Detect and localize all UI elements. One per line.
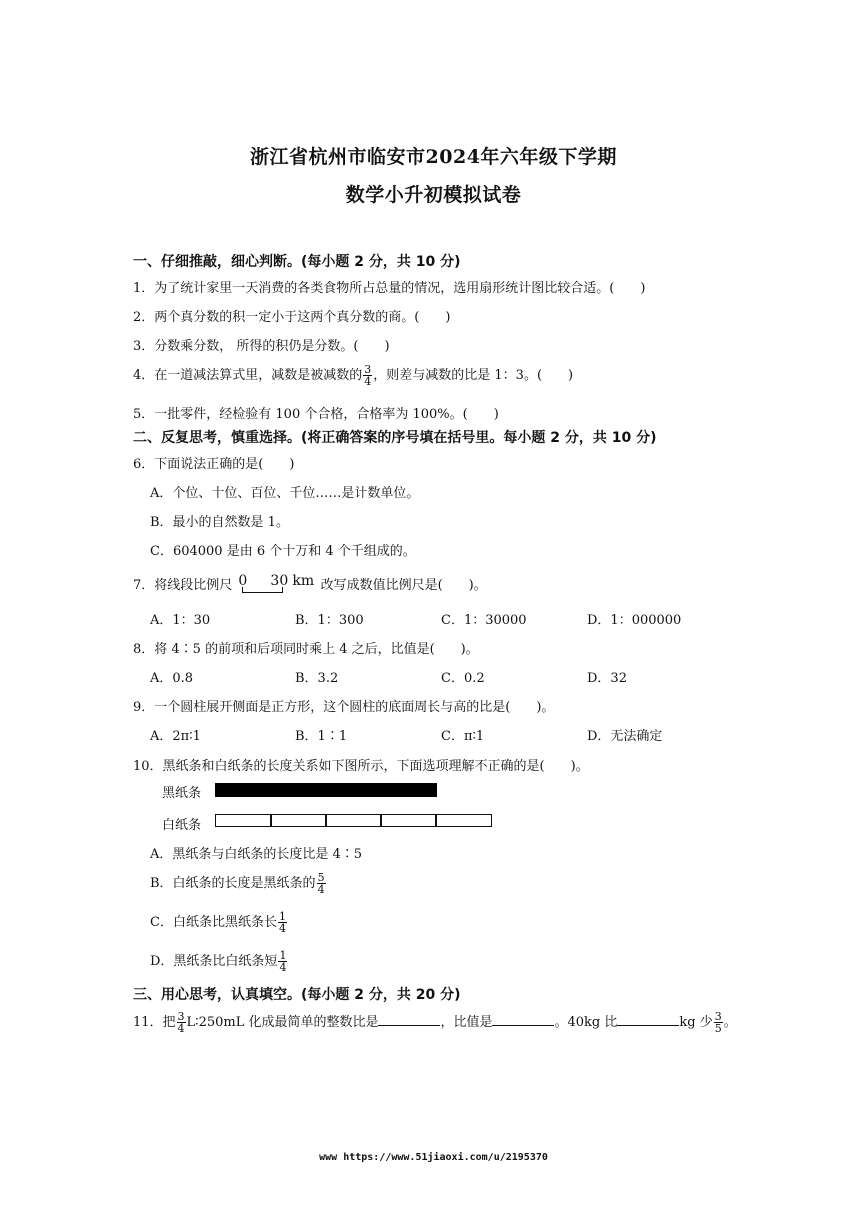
- scale-tick-right: [282, 587, 283, 593]
- white-strip-segment: [435, 814, 492, 827]
- fraction-denominator: 4: [279, 961, 287, 974]
- question-1: 1．为了统计家里一天消费的各类食物所占总量的情况，选用扇形统计图比较合适。( ): [133, 281, 646, 296]
- white-strip-label: 白纸条: [162, 818, 202, 833]
- fraction-numerator: 1: [278, 910, 286, 923]
- question-8-option-c: C．0.2: [441, 671, 485, 686]
- fraction-numerator: 3: [364, 363, 372, 376]
- question-6-option-b: B．最小的自然数是 1。: [150, 515, 289, 530]
- fraction-numerator: 3: [177, 1010, 185, 1023]
- white-strip-segment: [215, 814, 272, 827]
- question-11-text-end: 。: [723, 1015, 737, 1030]
- question-10-option-b: [150, 872, 327, 895]
- black-strip-label: 黑纸条: [162, 786, 202, 801]
- answer-blank: [617, 1013, 679, 1026]
- fraction-three-fifths: [714, 1011, 723, 1034]
- section-heading-1: 一、仔细推敲，细心判断。(每小题 2 分，共 10 分): [133, 254, 461, 270]
- question-7: [133, 574, 487, 595]
- question-6-option-c: C．604000 是由 6 个十万和 4 个千组成的。: [150, 544, 416, 559]
- black-strip: [215, 783, 437, 797]
- question-3: 3．分数乘分数， 所得的积仍是分数。( ): [133, 339, 390, 354]
- answer-blank: [492, 1013, 554, 1026]
- question-8-option-b: B．3.2: [295, 671, 339, 686]
- scale-line: [242, 592, 282, 593]
- question-7-text-post: 改写成数值比例尺是( )。: [320, 578, 487, 593]
- scale-unit-label: km: [292, 572, 315, 589]
- question-2: 2．两个真分数的积一定小于这两个真分数的商。( ): [133, 310, 451, 325]
- page-title-line1: 浙江省杭州市临安市2024年六年级下学期: [250, 146, 617, 168]
- question-4: [133, 364, 573, 387]
- scale-zero-label: 0: [238, 572, 248, 589]
- question-10-option-c-text: C．白纸条比黑纸条长: [150, 915, 277, 930]
- fraction-numerator: 1: [279, 949, 287, 962]
- fraction-one-quarter: [278, 950, 287, 973]
- question-7-option-c: C．1：30000: [441, 613, 527, 628]
- question-4-text-pre: 4．在一道减法算式里，减数是被减数的: [133, 368, 363, 383]
- fraction-denominator: 4: [317, 883, 325, 896]
- question-11: [133, 1011, 737, 1034]
- scale-thirty-label: 30: [270, 572, 289, 589]
- question-9: 9．一个圆柱展开侧面是正方形，这个圆柱的底面周长与高的比是( )。: [133, 700, 555, 715]
- question-7-option-b: B．1：300: [295, 613, 364, 628]
- question-6-option-a: A．个位、十位、百位、千位……是计数单位。: [150, 486, 420, 501]
- page-title-line2: 数学小升初模拟试卷: [345, 184, 522, 206]
- fraction-numerator: 5: [317, 871, 325, 884]
- question-9-option-d: D．无法确定: [587, 729, 663, 744]
- question-10-option-c: [150, 911, 288, 934]
- white-strip-segment: [325, 814, 382, 827]
- section-heading-3: 三、用心思考，认真填空。(每小题 2 分，共 20 分): [133, 987, 461, 1003]
- fraction-denominator: 4: [278, 922, 286, 935]
- question-11-text-mid3: 。40kg 比: [554, 1015, 618, 1030]
- fraction-three-quarters: [363, 364, 372, 387]
- question-10-option-a: A．黑纸条与白纸条的长度比是 4∶5: [150, 847, 363, 862]
- question-8-option-a: A．0.8: [150, 671, 194, 686]
- white-strip-segment: [270, 814, 327, 827]
- fraction-five-quarters: [317, 872, 326, 895]
- question-9-option-b: B．1∶1: [295, 729, 348, 744]
- question-7-text-pre: 7．将线段比例尺: [133, 578, 233, 593]
- question-6: 6．下面说法正确的是( ): [133, 457, 295, 472]
- question-10-option-d-text: D．黑纸条比白纸条短: [150, 954, 278, 969]
- question-8-option-d: D．32: [587, 671, 627, 686]
- fraction-numerator: 3: [714, 1010, 722, 1023]
- fraction-one-quarter: [278, 911, 287, 934]
- question-8: 8．将 4∶5 的前项和后项同时乘上 4 之后，比值是( )。: [133, 642, 479, 657]
- fraction-denominator: 4: [177, 1022, 185, 1035]
- question-4-text-post: ，则差与减数的比是 1：3。( ): [373, 368, 574, 383]
- question-11-text-mid2: ，比值是: [440, 1015, 493, 1030]
- white-strip-segment: [380, 814, 437, 827]
- question-11-text-mid4: kg 少: [679, 1015, 713, 1030]
- scale-tick-left: [242, 587, 243, 593]
- fraction-denominator: 5: [714, 1022, 722, 1035]
- white-strip: [215, 814, 493, 827]
- question-7-option-a: A．1：30: [150, 613, 211, 628]
- question-9-option-a: A．2π∶1: [150, 729, 201, 744]
- question-10-option-b-text: B．白纸条的长度是黑纸条的: [150, 876, 316, 891]
- fraction-three-quarters: [177, 1011, 186, 1034]
- question-9-option-c: C．π∶1: [441, 729, 485, 744]
- scale-bar: [236, 572, 316, 595]
- question-7-option-d: D．1：000000: [587, 613, 682, 628]
- footer-url[interactable]: www https://www.51jiaoxi.com/u/2195370: [319, 1152, 548, 1163]
- fraction-denominator: 4: [364, 375, 372, 388]
- question-11-text-pre: 11．把: [133, 1015, 176, 1030]
- question-5: 5．一批零件，经检验有 100 个合格，合格率为 100%。( ): [133, 407, 499, 422]
- answer-blank: [378, 1013, 440, 1026]
- question-11-text-mid1: L∶250mL 化成最简单的整数比是: [186, 1015, 379, 1030]
- question-10: 10．黑纸条和白纸条的长度关系如下图所示，下面选项理解不正确的是( )。: [133, 759, 589, 774]
- section-heading-2: 二、反复思考，慎重选择。(将正确答案的序号填在括号里。每小题 2 分，共 10 分): [133, 430, 657, 446]
- question-10-option-d: [150, 950, 288, 973]
